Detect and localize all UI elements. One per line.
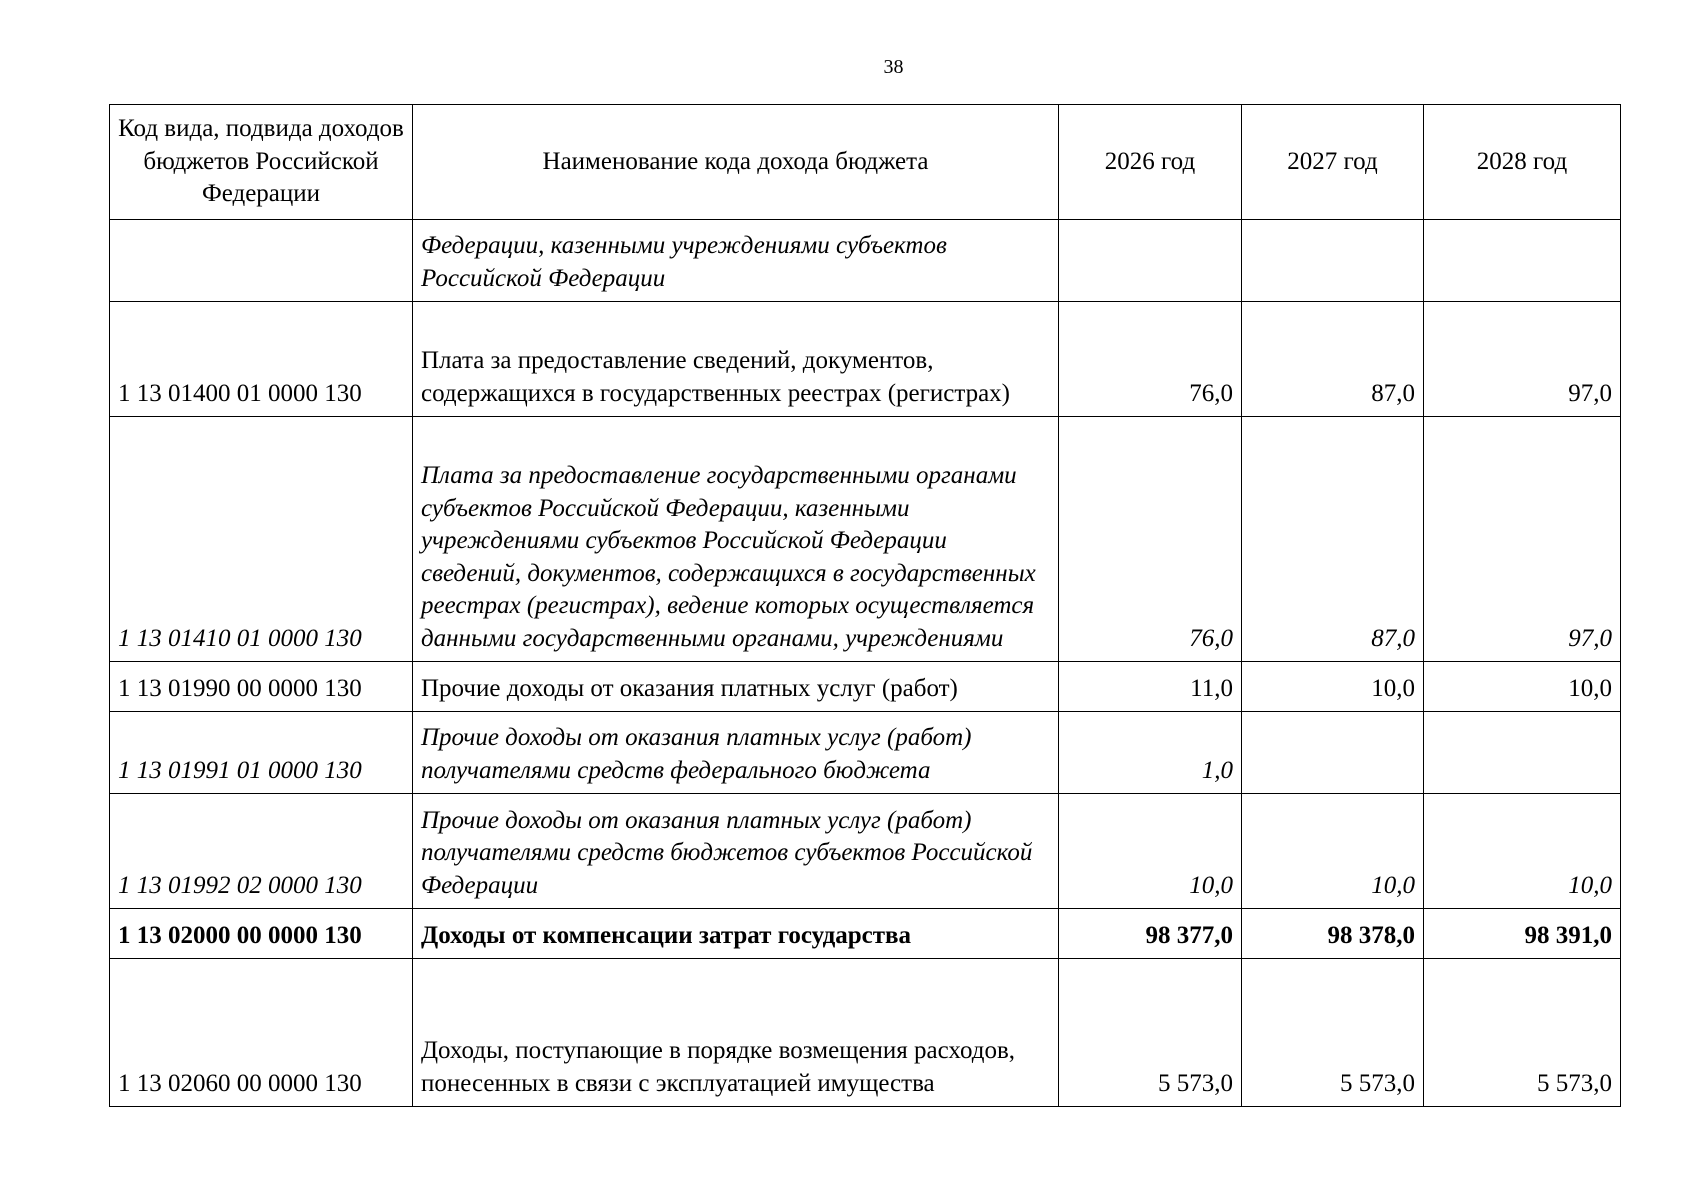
budget-revenue-table <box>109 104 1621 1107</box>
row-name: Прочие доходы от оказания платных услуг (работ) получателями средств федерального бюджета <box>413 712 1059 794</box>
header-year-2027: 2027 год <box>1242 105 1424 220</box>
row-value-2026: 98 377,0 <box>1059 909 1242 959</box>
row-value-2028: 10,0 <box>1424 794 1621 909</box>
table-row <box>110 417 1621 662</box>
header-name: Наименование кода дохода бюджета <box>413 105 1059 220</box>
row-code: 1 13 02000 00 0000 130 <box>110 909 413 959</box>
row-value-2028 <box>1424 220 1621 302</box>
table-row <box>110 909 1621 959</box>
table-row <box>110 712 1621 794</box>
row-name: Прочие доходы от оказания платных услуг (работ) получателями средств бюджетов субъектов Российской Федерации <box>413 794 1059 909</box>
row-code: 1 13 01990 00 0000 130 <box>110 662 413 712</box>
header-year-2026: 2026 год <box>1059 105 1242 220</box>
table-header-row <box>110 105 1621 220</box>
row-value-2027: 87,0 <box>1242 417 1424 662</box>
row-name: Доходы, поступающие в порядке возмещения расходов, понесенных в связи с эксплуатацией имущества <box>413 959 1059 1107</box>
row-value-2027: 87,0 <box>1242 302 1424 417</box>
row-value-2026: 10,0 <box>1059 794 1242 909</box>
row-value-2028: 98 391,0 <box>1424 909 1621 959</box>
row-value-2026: 76,0 <box>1059 417 1242 662</box>
table-row <box>110 220 1621 302</box>
row-value-2027: 10,0 <box>1242 662 1424 712</box>
row-name: Федерации, казенными учреждениями субъектов Российской Федерации <box>413 220 1059 302</box>
row-value-2026: 76,0 <box>1059 302 1242 417</box>
table-row <box>110 959 1621 1107</box>
row-value-2026 <box>1059 220 1242 302</box>
row-value-2026: 11,0 <box>1059 662 1242 712</box>
row-code: 1 13 01991 01 0000 130 <box>110 712 413 794</box>
row-name: Плата за предоставление сведений, документов, содержащихся в государственных реестрах (регистрах) <box>413 302 1059 417</box>
row-name: Плата за предоставление государственными органами субъектов Российской Федерации, казенными учреждениями субъектов Российской Федерации сведений, документов, содержащихся в государственных реестрах (регистрах), ведение которых осуществляется данными государственными органами, учреждениями <box>413 417 1059 662</box>
row-name: Прочие доходы от оказания платных услуг (работ) <box>413 662 1059 712</box>
row-value-2028: 97,0 <box>1424 417 1621 662</box>
row-value-2027: 10,0 <box>1242 794 1424 909</box>
row-value-2028: 97,0 <box>1424 302 1621 417</box>
row-value-2026: 1,0 <box>1059 712 1242 794</box>
row-name: Доходы от компенсации затрат государства <box>413 909 1059 959</box>
row-code: 1 13 02060 00 0000 130 <box>110 959 413 1107</box>
row-value-2027 <box>1242 712 1424 794</box>
row-value-2027 <box>1242 220 1424 302</box>
row-code <box>110 220 413 302</box>
page-number: 38 <box>883 56 904 78</box>
row-value-2028: 10,0 <box>1424 662 1621 712</box>
row-value-2027: 98 378,0 <box>1242 909 1424 959</box>
header-code: Код вида, подвида доходов бюджетов Российской Федерации <box>110 105 413 220</box>
row-value-2028: 5 573,0 <box>1424 959 1621 1107</box>
row-code: 1 13 01400 01 0000 130 <box>110 302 413 417</box>
row-code: 1 13 01410 01 0000 130 <box>110 417 413 662</box>
table-row <box>110 794 1621 909</box>
table-row <box>110 662 1621 712</box>
header-year-2028: 2028 год <box>1424 105 1621 220</box>
row-value-2028 <box>1424 712 1621 794</box>
row-value-2027: 5 573,0 <box>1242 959 1424 1107</box>
row-value-2026: 5 573,0 <box>1059 959 1242 1107</box>
row-code: 1 13 01992 02 0000 130 <box>110 794 413 909</box>
table-row <box>110 302 1621 417</box>
